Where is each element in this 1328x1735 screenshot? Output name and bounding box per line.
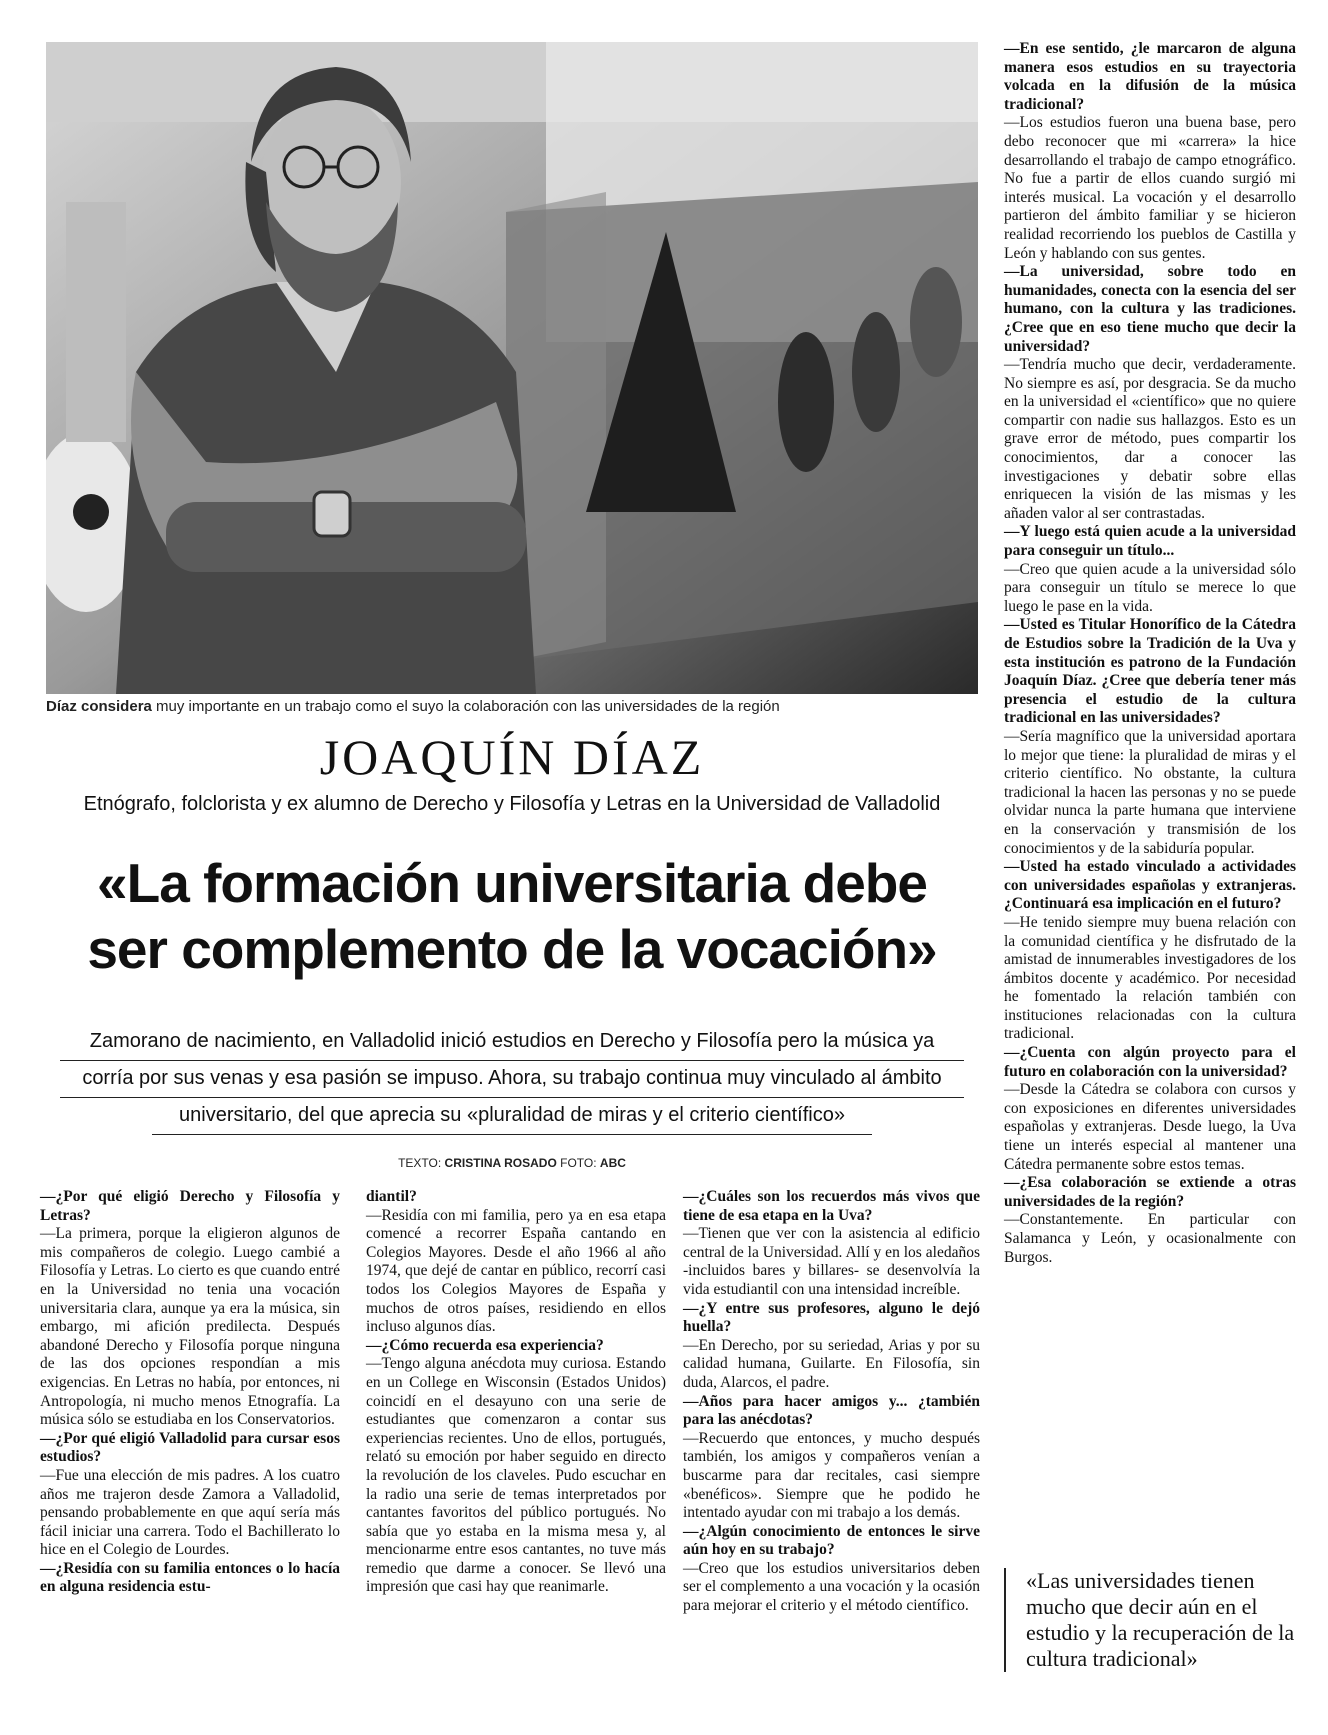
answer: —He tenido siempre muy buena relación con la comunidad científica y he disfrutado de la amistad de innumerables investigadores de los ámbitos docente y académico. Por necesidad he fomentado la relación también con instituciones relacionadas con la cultura tradicional. bbox=[1004, 913, 1296, 1043]
intro-lede bbox=[60, 1024, 964, 1135]
photo-label: FOTO: bbox=[556, 1156, 600, 1170]
intro-line-1: Zamorano de nacimiento, en Valladolid inició estudios en Derecho y Filosofía pero la música ya bbox=[60, 1024, 964, 1061]
headline bbox=[46, 850, 978, 982]
question: —La universidad, sobre todo en humanidades, conecta con la esencia del ser humano, con la cultura y las tradiciones. ¿Cree que en eso tiene mucho que decir la universidad? bbox=[1004, 263, 1296, 355]
byline bbox=[46, 1156, 978, 1170]
portrait-photo bbox=[46, 42, 978, 694]
answer: —Los estudios fueron una buena base, pero debo reconocer que mi «carrera» la hice desarrollando el trabajo de campo etnográfico. No fue a partir de ellos cuando surgió mi interés musical. La vocación y el desarrollo partieron del ámbito familiar y se hicieron realidad recorriendo los pueblos de Castilla y León y hablando con sus gentes. bbox=[1004, 114, 1296, 262]
answer: —Residía con mi familia, pero ya en esa etapa comencé a recorrer España cantando en Colegios Mayores. Desde el año 1966 al año 1974, que dejé de cantar en público, recorrí casi todos los Colegios Mayores de España y muchos de otros países, residiendo en ellos incluso algunos días. bbox=[366, 1206, 666, 1336]
photo-source: ABC bbox=[599, 1156, 626, 1170]
question: —Y luego está quien acude a la universidad para conseguir un título... bbox=[1004, 523, 1296, 560]
interviewee-name: JOAQUÍN DÍAZ bbox=[319, 729, 705, 785]
question: —¿Residía con su familia entonces o lo hacía en alguna residencia estu- bbox=[40, 1559, 340, 1596]
pull-quote: «Las universidades tienen mucho que decir aún en el estudio y la recuperación de la cultura tradicional» bbox=[1004, 1568, 1296, 1672]
headline-line-1: «La formación universitaria debe bbox=[97, 852, 927, 914]
column-3 bbox=[683, 1188, 980, 1616]
intro-line-3: universitario, del que aprecia su «pluralidad de miras y el criterio científico» bbox=[152, 1098, 872, 1135]
question: diantil? bbox=[366, 1188, 417, 1205]
answer: —Desde la Cátedra se colabora con cursos y con exposiciones en diferentes universidades españolas y extranjeras. Desde luego, la Uva tiene un interés especial al mantener una Cátedra permanente sobre estos temas. bbox=[1004, 1081, 1296, 1173]
text-label: TEXTO: bbox=[398, 1156, 445, 1170]
answer: —Tendría mucho que decir, verdaderamente. No siempre es así, por desgracia. Se da mucho en la universidad el «científico» que no quiere compartir con nadie sus hallazgos. Esto es un grave error de método, pues compartir los conocimientos, dar a conocer las investigaciones y debatir sobre ellas enriquecen la visión de las mismas y les añaden valor al ser contrastadas. bbox=[1004, 356, 1296, 522]
answer: —Recuerdo que entonces, y mucho después también, los amigos y compañeros venían a buscarme para dar recitales, casi siempre «benéficos». Siempre que he podido he intentado ayudar con mi trabajo a los demás. bbox=[683, 1429, 980, 1522]
answer: —Fue una elección de mis padres. A los cuatro años me trajeron desde Zamora a Valladolid, pensando probablemente en que aquí sería más fácil iniciar una carrera. Todo el Bachillerato lo hice en el Colegio de Lourdes. bbox=[40, 1466, 340, 1559]
caption-text: muy importante en un trabajo como el suyo la colaboración con las universidades de la región bbox=[151, 698, 780, 715]
answer: —Tienen que ver con la asistencia al edificio central de la Universidad. Allí y en los aledaños -incluidos bares y billares- se desenvolvía la vida estudiantil con una intensidad increíble. bbox=[683, 1225, 980, 1298]
question: —¿Por qué eligió Derecho y Filosofía y Letras? bbox=[40, 1188, 340, 1224]
question: —¿Por qué eligió Valladolid para cursar esos estudios? bbox=[40, 1429, 340, 1466]
answer: —Creo que los estudios universitarios deben ser el complemento a una vocación y la ocasión para mejorar el criterio y el método científico. bbox=[683, 1559, 980, 1615]
question: —¿Cuenta con algún proyecto para el futuro en colaboración con la universidad? bbox=[1004, 1044, 1296, 1080]
question: —¿Esa colaboración se extiende a otras universidades de la región? bbox=[1004, 1174, 1296, 1210]
column-2 bbox=[366, 1188, 666, 1597]
answer: —Creo que quien acude a la universidad sólo para conseguir un título se merece lo que luego le pase en la vida. bbox=[1004, 560, 1296, 615]
question: —Años para hacer amigos y... ¿también para las anécdotas? bbox=[683, 1392, 980, 1429]
question: —¿Cuáles son los recuerdos más vivos que tiene de esa etapa en la Uva? bbox=[683, 1188, 980, 1224]
intro-line-2: corría por sus venas y esa pasión se impuso. Ahora, su trabajo continua muy vinculado al ámbito bbox=[60, 1061, 964, 1098]
question: —¿Algún conocimiento de entonces le sirve aún hoy en su trabajo? bbox=[683, 1522, 980, 1559]
answer: —Sería magnífico que la universidad aportara lo mejor que tiene: la pluralidad de miras y el criterio científico. No obstante, la cultura tradicional la hacen las personas y no se puede olvidar nunca la parte humana que interviene en la conservación y transmisión de los conocimientos y de la sabiduría popular. bbox=[1004, 727, 1296, 857]
photo-caption bbox=[46, 698, 978, 715]
answer: —En Derecho, por su seriedad, Arias y por su calidad humana, Guilarte. En Filosofía, sin duda, Alarcos, el padre. bbox=[683, 1336, 980, 1391]
interviewee-subtitle: Etnógrafo, folclorista y ex alumno de Derecho y Filosofía y Letras en la Universidad de Valladolid bbox=[83, 793, 941, 815]
answer: —La primera, porque la eligieron algunos de mis compañeros de colegio. Luego cambié a Filosofía y Letras. Lo cierto es que cuando entré en la Universidad no tenia una vocación universitaria clara, aunque ya era la música, sin embargo, mi afición predilecta. Después abandoné Derecho y Filosofía porque ninguna de las dos opciones respondían a mis exigencias. En Letras no había, por entonces, ni Antropología, ni mucho menos Etnografía. La música sólo se estudiaba en los Conservatorios. bbox=[40, 1225, 340, 1429]
headline-line-2: ser complemento de la vocación» bbox=[87, 918, 937, 980]
question: —Usted es Titular Honorífico de la Cátedra de Estudios sobre la Tradición de la Uva y esta institución es patrono de la Fundación Joaquín Díaz. ¿Cree que debería tener más presencia el estudio de la cultura tradicional en las universidades? bbox=[1004, 616, 1296, 727]
photo-illustration bbox=[46, 42, 978, 694]
answer: —Constantemente. En particular con Salamanca y León, y ocasionalmente con Burgos. bbox=[1004, 1211, 1296, 1266]
author-name: CRISTINA ROSADO bbox=[444, 1156, 557, 1170]
column-1 bbox=[40, 1188, 340, 1597]
caption-bold: Díaz considera bbox=[46, 698, 152, 715]
answer: —Tengo alguna anécdota muy curiosa. Estando en un College en Wisconsin (Estados Unidos) coincidí en el desayuno con una serie de estudiantes que comenzaron a contar sus experiencias recientes. Uno de ellos, portugués, relató su emoción por haber seguido en directo la revolución de los claveles. Pudo escuchar en la radio una serie de temas interpretados por cantantes favoritos del público portugués. No sabía que yo estaba en la misma mesa y, al mencionarme entre esos cantantes, no tuve más remedio que darme a conocer. Se llevó una impresión que casi hay que reanimarle. bbox=[366, 1355, 666, 1596]
question: —Usted ha estado vinculado a actividades con universidades españolas y extranjeras. ¿Continuará esa implicación en el futuro? bbox=[1004, 858, 1296, 913]
question: —¿Y entre sus profesores, alguno le dejó huella? bbox=[683, 1299, 980, 1336]
column-4 bbox=[1004, 40, 1296, 1267]
question: —En ese sentido, ¿le marcaron de alguna manera esos estudios en su trayectoria volcada en la difusión de la música tradicional? bbox=[1004, 40, 1296, 113]
question: —¿Cómo recuerda esa experiencia? bbox=[366, 1336, 604, 1354]
